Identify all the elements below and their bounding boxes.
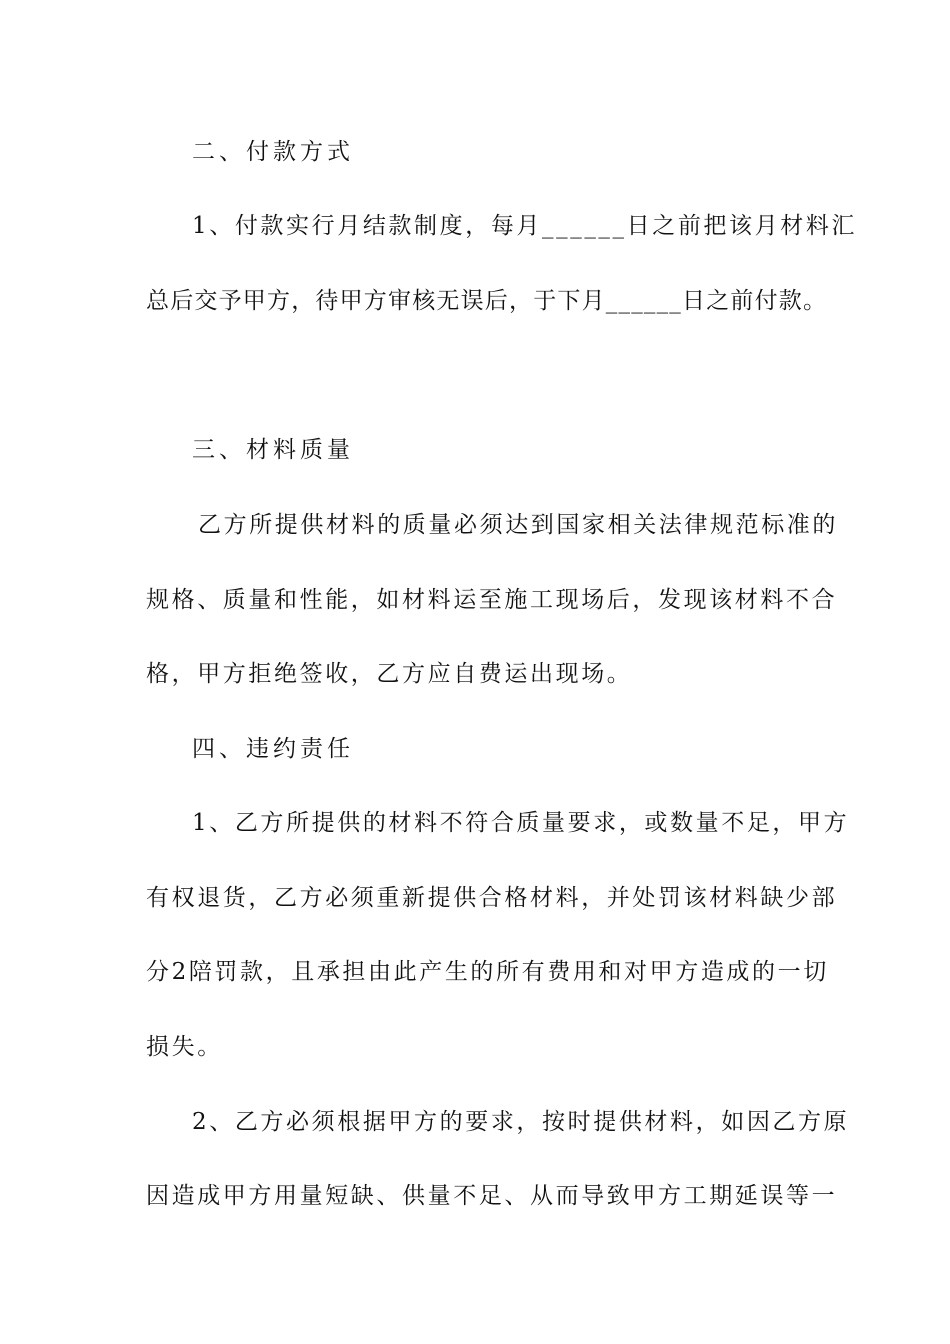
liability-item-1-line-2: 有权退货，乙方必须重新提供合格材料，并处罚该材料缺少部 xyxy=(146,885,838,911)
liability-item-2-line-1: 2、乙方必须根据甲方的要求，按时提供材料，如因乙方原 xyxy=(192,1109,850,1135)
liability-item-2-line-2: 因造成甲方用量短缺、供量不足、从而导致甲方工期延误等一 xyxy=(146,1183,838,1209)
payment-item-1-line-1: 1、付款实行月结款制度，每月______日之前把该月材料汇 xyxy=(192,213,858,239)
quality-paragraph-line-3: 格，甲方拒绝签收，乙方应自费运出现场。 xyxy=(146,661,633,687)
payment-item-1-line-2: 总后交予甲方，待甲方审核无误后，于下月______日之前付款。 xyxy=(146,288,828,314)
liability-item-1-line-1: 1、乙方所提供的材料不符合质量要求，或数量不足，甲方 xyxy=(192,810,850,836)
liability-item-1-line-4: 损失。 xyxy=(146,1034,223,1060)
liability-item-1-line-3: 分2陪罚款，且承担由此产生的所有费用和对甲方造成的一切 xyxy=(146,959,829,985)
section-heading-liability: 四、违约责任 xyxy=(192,736,354,762)
quality-paragraph-line-2: 规格、质量和性能，如材料运至施工现场后，发现该材料不合 xyxy=(146,587,838,613)
section-heading-quality: 三、材料质量 xyxy=(192,437,354,463)
quality-paragraph-line-1: 乙方所提供材料的质量必须达到国家相关法律规范标准的 xyxy=(198,512,838,538)
section-heading-payment: 二、付款方式 xyxy=(192,139,354,165)
